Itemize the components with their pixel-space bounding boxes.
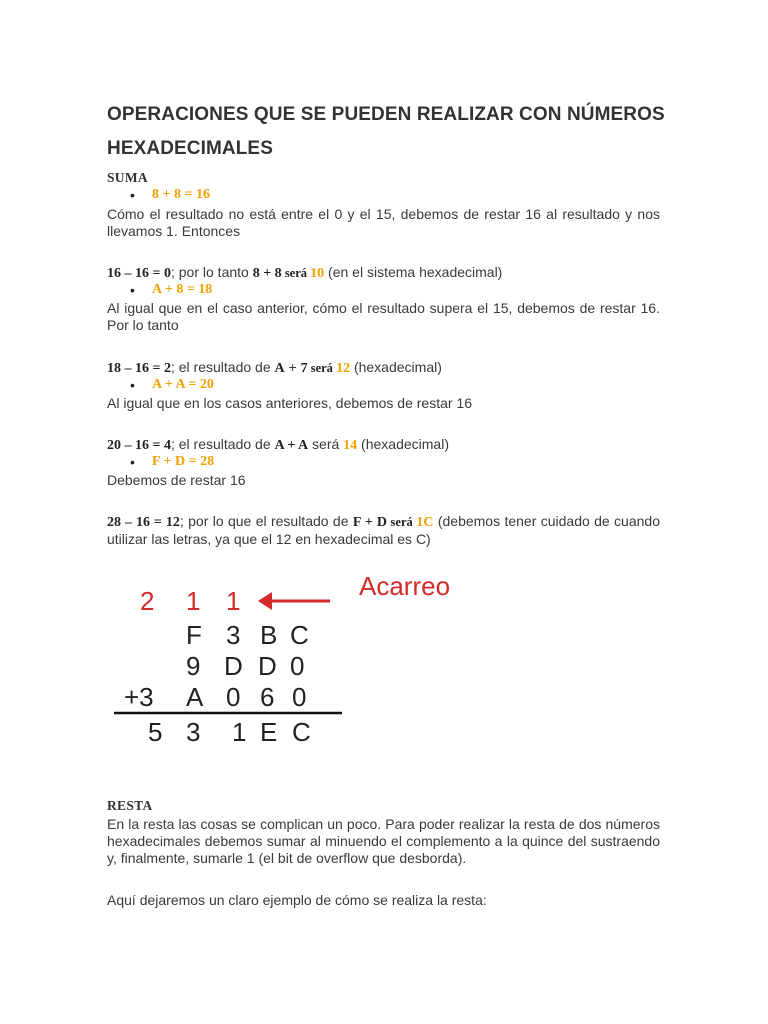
- step-text: ; el resultado de: [170, 436, 275, 452]
- step-equation: 28 – 16 = 12: [107, 515, 180, 530]
- carry-digit: 1: [226, 586, 241, 616]
- digit: D: [258, 651, 277, 681]
- page-title-line-2: HEXADECIMALES: [107, 138, 273, 159]
- suma-step-1: [107, 264, 502, 282]
- suma-heading: SUMA: [107, 170, 148, 185]
- step-text: ; por lo tanto: [170, 264, 253, 280]
- step-result: 12: [336, 361, 351, 376]
- step-expression: A + A: [274, 438, 309, 453]
- suma-text-3: Al igual que en los casos anteriores, debemos de restar 16: [107, 395, 472, 411]
- hex-addition-figure: [100, 560, 460, 750]
- step-sera: será: [386, 515, 417, 529]
- suma-text-2: Al igual que en el caso anterior, cómo el resultado supera el 15, debemos de restar 16. Por lo tanto: [107, 300, 660, 333]
- step-result: 1C: [416, 515, 434, 530]
- step-text: ; por lo que el resultado de: [179, 513, 353, 529]
- suma-text-4: Debemos de restar 16: [107, 472, 246, 488]
- digit: C: [290, 620, 309, 650]
- suma-step-3: [107, 436, 449, 454]
- step-plus: +: [284, 359, 301, 375]
- step-tail: (en el sistema hexadecimal): [324, 264, 503, 280]
- suma-step-4: [107, 513, 660, 548]
- step-tail: (hexadecimal): [357, 436, 449, 452]
- digit: 6: [260, 682, 275, 712]
- digit: B: [260, 620, 278, 650]
- step-result: 14: [343, 438, 358, 453]
- step-expression: F + D: [352, 515, 387, 530]
- digit: +3: [124, 682, 154, 712]
- carry-arrow-icon: [258, 592, 272, 610]
- digit: 0: [226, 682, 241, 712]
- suma-step-2: [107, 359, 442, 377]
- step-operand-a: A: [274, 361, 285, 376]
- digit: 3: [186, 717, 201, 747]
- bullet-dot: •: [130, 377, 135, 393]
- bullet-suma-4: F + D = 28: [152, 454, 215, 469]
- step-equation: 16 – 16 = 0: [107, 266, 171, 281]
- bullet-dot: •: [130, 282, 135, 298]
- bullet-dot: •: [130, 187, 135, 203]
- step-sera: será: [307, 361, 337, 375]
- step-equation: 18 – 16 = 2: [107, 361, 171, 376]
- digit: D: [224, 651, 243, 681]
- step-equation: 20 – 16 = 4: [107, 438, 171, 453]
- step-result: 10: [310, 266, 325, 281]
- carry-digit: 2: [140, 586, 155, 616]
- digit: 0: [292, 682, 307, 712]
- step-tail: (hexadecimal): [350, 359, 442, 375]
- bullet-dot: •: [130, 454, 135, 470]
- suma-text-1: Cómo el resultado no está entre el 0 y el 15, debemos de restar 16 al resultado y nos llevamos 1. Entonces: [107, 206, 660, 239]
- digit: 5: [148, 717, 163, 747]
- resta-text-1: En la resta las cosas se complican un poco. Para poder realizar la resta de dos números hexadecimales debemos sumar al minuendo el complemento a la quince del sustraendo y, finalmente, sumarle 1 (el bit de overflow que desborda).: [107, 816, 660, 866]
- carry-label: Acarreo: [359, 571, 451, 601]
- bullet-suma-3: A + A = 20: [152, 377, 214, 392]
- step-tail: (debemos tener cuidado de cuando utilizar las letras, ya que el 12 en hexadecimal es C): [107, 513, 660, 547]
- digit: 3: [226, 620, 241, 650]
- digit: 9: [186, 651, 201, 681]
- digit: E: [260, 717, 278, 747]
- resta-heading: RESTA: [107, 798, 153, 813]
- step-sera: será: [308, 436, 344, 452]
- bullet-suma-2: A + 8 = 18: [152, 282, 213, 297]
- step-operand-b: 7: [300, 361, 308, 376]
- bullet-suma-1: 8 + 8 = 16: [152, 187, 210, 202]
- step-text: ; el resultado de: [170, 359, 275, 375]
- digit: 1: [232, 717, 247, 747]
- digit: A: [186, 682, 204, 712]
- resta-text-2: Aquí dejaremos un claro ejemplo de cómo se realiza la resta:: [107, 892, 487, 908]
- digit: 0: [290, 651, 305, 681]
- digit: C: [292, 717, 311, 747]
- step-sera: será: [281, 266, 311, 280]
- step-expression: 8 + 8: [252, 266, 282, 281]
- digit: F: [186, 620, 202, 650]
- carry-digit: 1: [186, 586, 201, 616]
- page-title-line-1: OPERACIONES QUE SE PUEDEN REALIZAR CON NÚMEROS: [107, 104, 665, 125]
